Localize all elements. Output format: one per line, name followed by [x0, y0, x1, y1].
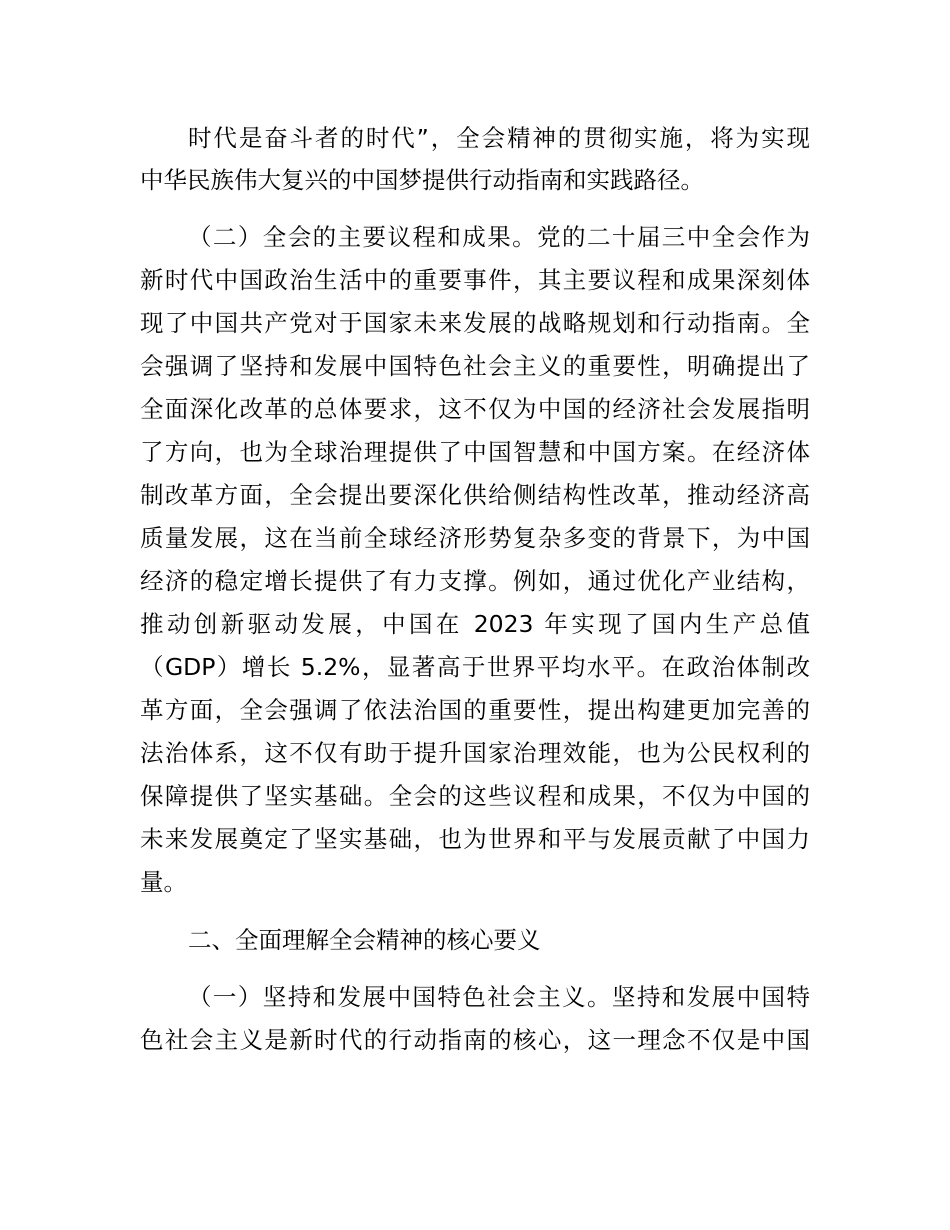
section-heading: 二、全面理解全会精神的核心要义 — [188, 926, 541, 954]
text-line: 经济的稳定增长提供了有力支撑。例如，通过优化产业结构， — [140, 567, 810, 595]
text-line: 革方面，全会强调了依法治国的重要性，提出构建更加完善的 — [140, 696, 810, 724]
text-line: （二）全会的主要议程和成果。党的二十届三中全会作为 — [188, 223, 810, 251]
text-line: 量。 — [140, 868, 187, 896]
text-line: 中华民族伟大复兴的中国梦提供行动指南和实践路径。 — [140, 166, 704, 194]
text-line: 推动创新驱动发展，中国在 2023 年实现了国内生产总值 — [140, 610, 810, 638]
text-line: 未来发展奠定了坚实基础，也为世界和平与发展贡献了中国力 — [140, 825, 810, 853]
text-line: （GDP）增长 5.2%，显著高于世界平均水平。在政治体制改 — [140, 653, 810, 681]
text-line: 新时代中国政治生活中的重要事件，其主要议程和成果深刻体 — [140, 266, 810, 294]
text-line: 质量发展，这在当前全球经济形势复杂多变的背景下，为中国 — [140, 524, 810, 552]
text-line: 法治体系，这不仅有助于提升国家治理效能，也为公民权利的 — [140, 739, 810, 767]
text-line: 色社会主义是新时代的行动指南的核心，这一理念不仅是中国 — [140, 1026, 810, 1054]
text-line: （一）坚持和发展中国特色社会主义。坚持和发展中国特 — [188, 983, 810, 1011]
text-line: 会强调了坚持和发展中国特色社会主义的重要性，明确提出了 — [140, 352, 810, 380]
text-line: 现了中国共产党对于国家未来发展的战略规划和行动指南。全 — [140, 309, 810, 337]
text-line: 保障提供了坚实基础。全会的这些议程和成果，不仅为中国的 — [140, 782, 810, 810]
text-line: 了方向，也为全球治理提供了中国智慧和中国方案。在经济体 — [140, 438, 810, 466]
text-line: 时代是奋斗者的时代”，全会精神的贯彻实施，将为实现 — [188, 124, 810, 152]
text-line: 制改革方面，全会提出要深化供给侧结构性改革，推动经济高 — [140, 481, 810, 509]
text-line: 全面深化改革的总体要求，这不仅为中国的经济社会发展指明 — [140, 395, 810, 423]
